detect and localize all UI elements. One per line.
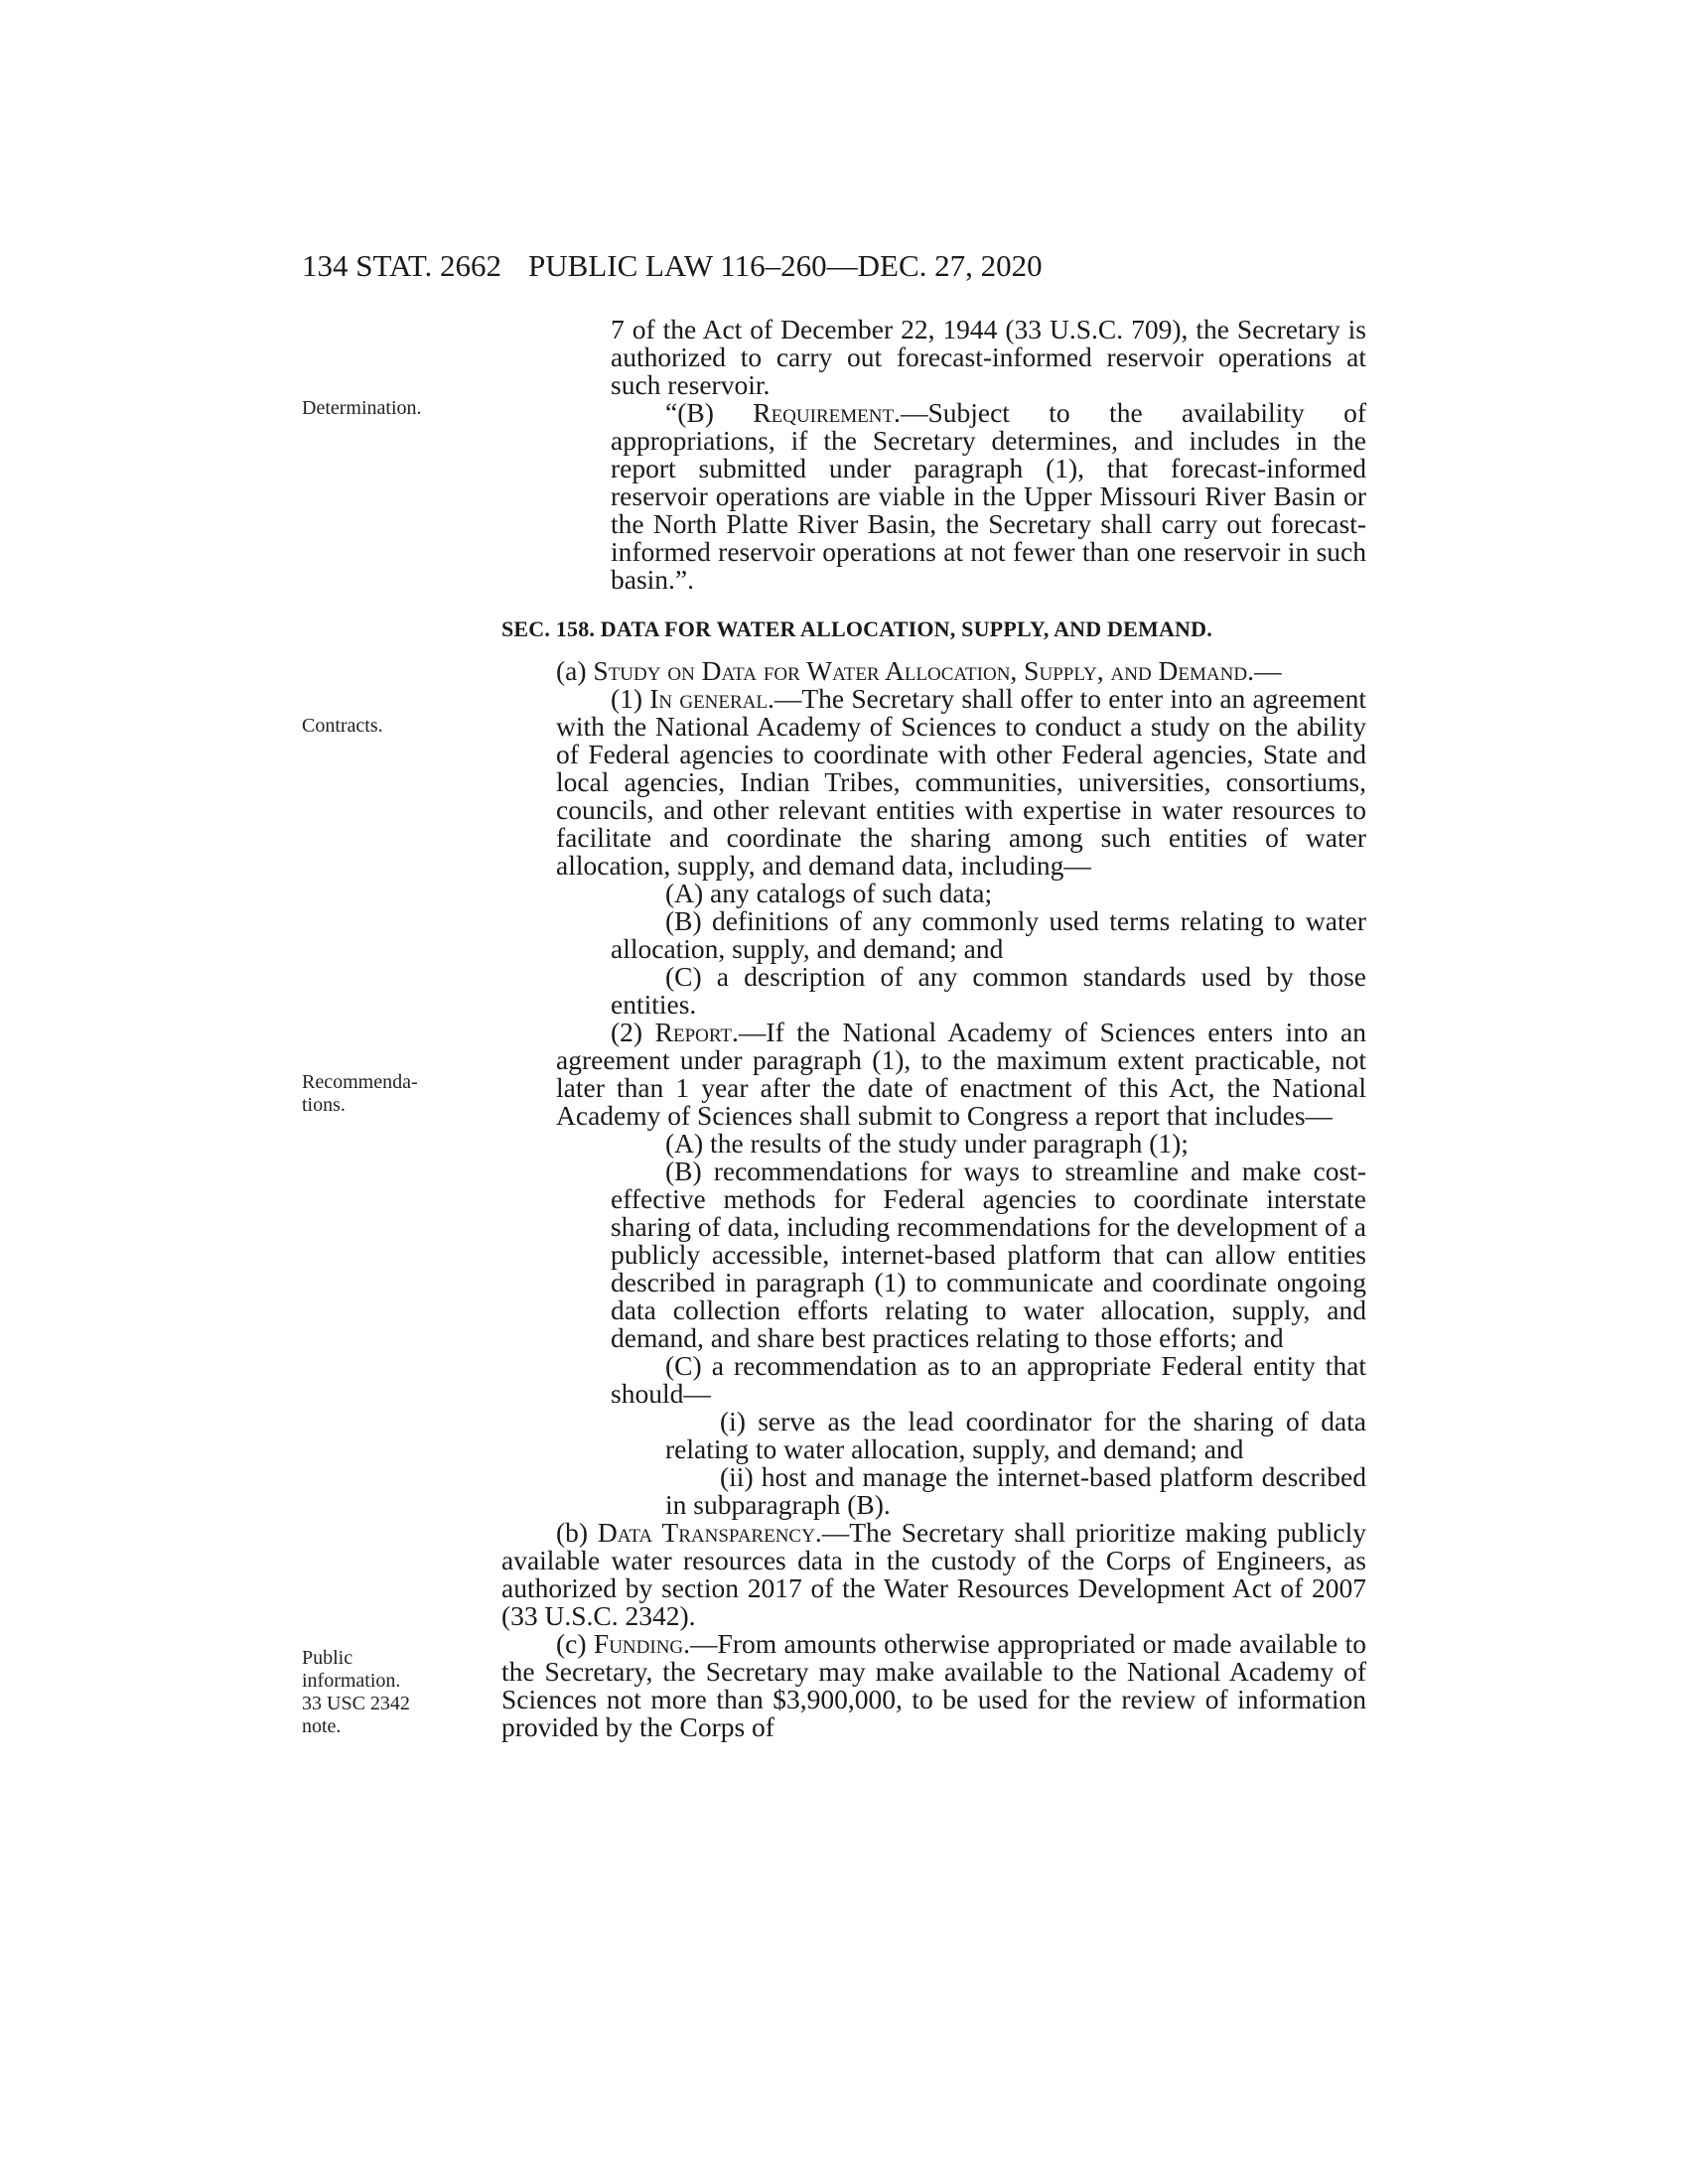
section-heading: SEC. 158. DATA FOR WATER ALLOCATION, SUPPLY, AND DEMAND.	[501, 616, 1212, 641]
item-a2C: (C) a recommendation as to an appropriate Federal entity that should—	[611, 1350, 1366, 1409]
margin-note-contracts: Contracts.	[302, 715, 383, 737]
subsection-a-heading: (a) Study on Data for Water Allocation, Supply, and Demand.—	[556, 655, 1282, 686]
margin-note-determination: Determination.	[302, 397, 422, 419]
margin-note-recommendations: Recommenda- tions.	[302, 1071, 418, 1116]
item-a2A: (A) the results of the study under paragraph (1);	[665, 1128, 1189, 1159]
item-a1B: (B) definitions of any commonly used terms relating to water allocation, supply, and demand; and	[611, 905, 1366, 964]
page-header	[302, 248, 1366, 288]
item-a2Cii: (ii) host and manage the internet-based platform described in subparagraph (B).	[665, 1461, 1366, 1520]
margin-note-public-information: Public information. 33 USC 2342 note.	[302, 1647, 410, 1737]
statute-page-number: 134 STAT. 2662	[302, 248, 502, 283]
paragraph-a2: (2) Report.—If the National Academy of Sciences enters into an agreement under paragraph (1), to the maximum extent practicable, not later than 1 year after the date of enactment of this Act, the National Academy of Sciences shall submit to Congress a report that includes—	[556, 1017, 1366, 1131]
document-body	[501, 316, 1366, 1741]
paragraph-requirement: “(B) Requirement.—Subject to the availability of appropriations, if the Secretary determines, and includes in the report submitted under paragraph (1), that forecast-informed reservoir operations are viable in the Upper Missouri River Basin or the North Platte River Basin, the Secretary shall carry out forecast-informed reservoir operations at not fewer than one reservoir in such basin.”.	[611, 397, 1367, 595]
item-a2Ci: (i) serve as the lead coordinator for the sharing of data relating to water allocation, supply, and demand; and	[665, 1406, 1366, 1464]
item-a1C: (C) a description of any common standards used by those entities.	[611, 961, 1366, 1020]
public-law-title: PUBLIC LAW 116–260—DEC. 27, 2020	[528, 248, 1043, 283]
paragraph-a1: (1) In general.—The Secretary shall offer to enter into an agreement with the National Academy of Sciences to conduct a study on the ability of Federal agencies to coordinate with other Federal agencies, State and local agencies, Indian Tribes, communities, universities, consortiums, councils, and other relevant entities with expertise in water resources to facilitate and coordinate the sharing among such entities of water allocation, supply, and demand data, including—	[556, 683, 1366, 881]
paragraph-continuation: 7 of the Act of December 22, 1944 (33 U.S.C. 709), the Secretary is authorized to carry out forecast-informed reservoir operations at such reservoir.	[611, 314, 1366, 400]
item-a2B: (B) recommendations for ways to streamline and make cost-effective methods for Federal agencies to coordinate interstate sharing of data, including recommendations for the development of a publicly accessible, internet-based platform that can allow entities described in paragraph (1) to communicate and coordinate ongoing data collection efforts relating to water allocation, supply, and demand, and share best practices relating to those efforts; and	[611, 1156, 1366, 1353]
subsection-c: (c) Funding.—From amounts otherwise appropriated or made available to the Secretary, the Secretary may make available to the National Academy of Sciences not more than $3,900,000, to be used for the review of information provided by the Corps of	[501, 1628, 1366, 1742]
item-a1A: (A) any catalogs of such data;	[665, 878, 993, 908]
subsection-b: (b) Data Transparency.—The Secretary shall prioritize making publicly available water resources data in the custody of the Corps of Engineers, as authorized by section 2017 of the Water Resources Development Act of 2007 (33 U.S.C. 2342).	[501, 1517, 1366, 1631]
